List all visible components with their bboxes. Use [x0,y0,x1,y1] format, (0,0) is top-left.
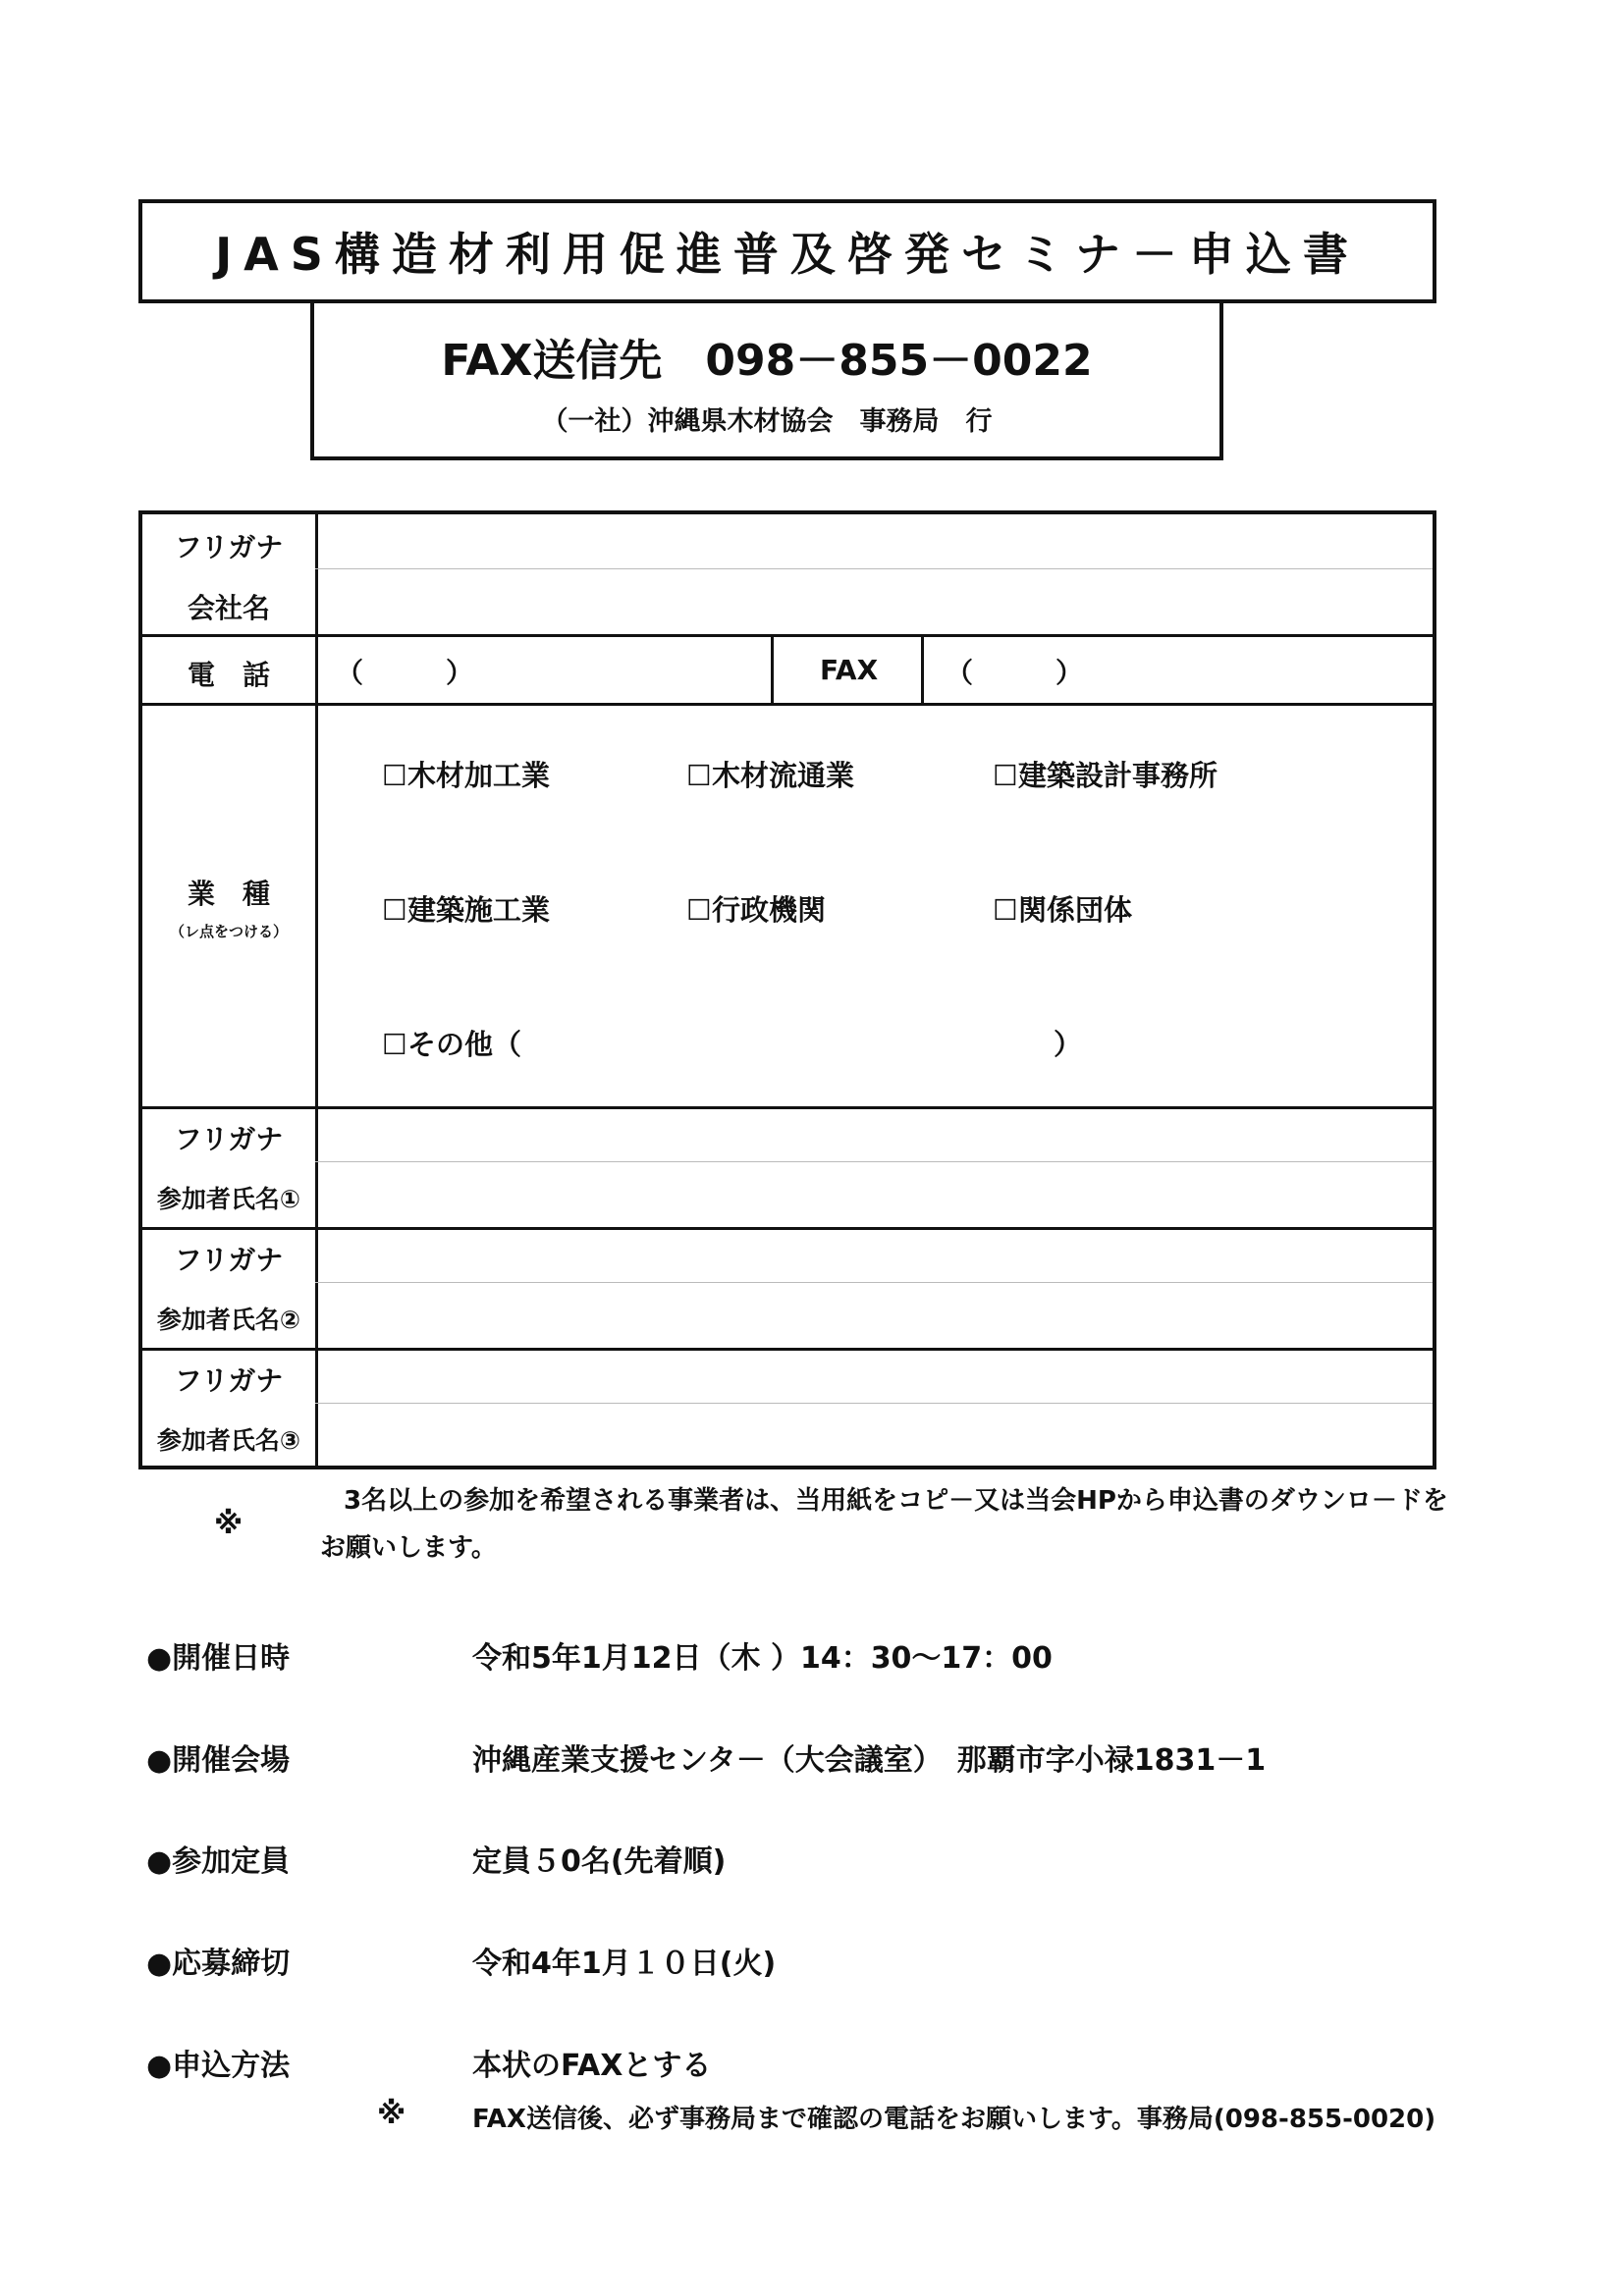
info-label-method: ●申込方法 [146,2049,291,2083]
info-value-capacity: 定員５0名(先着順) [472,1844,727,1879]
fax-label: FAX [820,654,879,686]
participant-3-furigana-label: フリガナ [174,1364,284,1397]
info-value-method: 本状のFAXとする [472,2049,712,2083]
industry-checkbox-architectural-design[interactable]: ☐建築設計事務所 [993,759,1218,792]
industry-instruction: （レ点をつける） [169,923,288,940]
participant-2-furigana-label: フリガナ [174,1244,284,1276]
note-text: 3名以上の参加を希望される事業者は、当用紙をコピ－又は当会HPから申込書のダウンロ－ドをお願いします。 [320,1486,1448,1563]
participant-2-name-field[interactable] [319,1284,1433,1347]
company-furigana-label: フリガナ [174,531,284,563]
info-label-capacity: ●参加定員 [146,1844,291,1879]
participant-1-furigana-field[interactable] [319,1109,1433,1160]
note-mark: ※ [214,1507,244,1541]
fax-field[interactable]: （ ） [946,657,1084,689]
divider [315,568,1433,569]
industry-checkbox-other[interactable]: ☐その他（ [382,1028,521,1061]
participant-1-name-label: 参加者氏名① [156,1185,301,1213]
fax-destination-box [310,301,1223,460]
divider [315,1403,1433,1404]
phone-label: 電 話 [187,659,270,691]
participant-3-name-field[interactable] [319,1405,1433,1468]
divider [315,1282,1433,1283]
divider [142,703,1433,706]
company-name-field[interactable] [319,570,1433,633]
participant-3-name-label: 参加者氏名③ [156,1426,301,1455]
participant-1-furigana-label: フリガナ [174,1123,284,1155]
label-column-divider [315,514,318,1469]
divider [315,1161,1433,1162]
info-value-date: 令和5年1月12日（木 ）14：30～17：00 [472,1641,1053,1676]
other-close-paren: ） [1054,1028,1083,1061]
form-title: JAS構造材利用促進普及啓発セミナ－申込書 [138,199,1436,303]
industry-checkbox-wood-processing[interactable]: ☐木材加工業 [382,759,550,792]
industry-checkbox-related-organization[interactable]: ☐関係団体 [993,893,1132,927]
fax-number-line: FAX送信先 098－855－0022 [441,336,1093,386]
participant-3-furigana-field[interactable] [319,1351,1433,1402]
company-furigana-field[interactable] [319,514,1433,567]
footer-note-mark: ※ [377,2097,406,2131]
industry-label: 業 種 [187,878,270,910]
industry-checkbox-government[interactable]: ☐行政機関 [686,893,826,927]
footer-note-text: FAX送信後、必ず事務局まで確認の電話をお願いします。事務局(098-855-0020) [472,2105,1436,2134]
application-form-table [138,510,1436,1469]
info-label-deadline: ●応募締切 [146,1947,291,1981]
info-label-venue: ●開催会場 [146,1743,291,1778]
divider [771,634,774,703]
participant-1-name-field[interactable] [319,1163,1433,1226]
info-value-venue: 沖縄産業支援センタ－（大会議室） 那覇市字小禄1831－1 [472,1743,1267,1778]
divider [921,634,924,703]
info-label-date: ●開催日時 [146,1641,291,1676]
info-value-deadline: 令和4年1月１０日(火) [472,1947,777,1981]
phone-field[interactable]: （ ） [336,657,474,689]
company-name-label: 会社名 [187,592,270,624]
divider [142,634,1433,637]
participant-2-name-label: 参加者氏名② [156,1306,301,1334]
participant-2-furigana-field[interactable] [319,1230,1433,1281]
recipient-line: （一社）沖縄県木材協会 事務局 行 [541,406,993,437]
industry-checkbox-construction[interactable]: ☐建築施工業 [382,893,550,927]
industry-checkbox-wood-distribution[interactable]: ☐木材流通業 [686,759,854,792]
